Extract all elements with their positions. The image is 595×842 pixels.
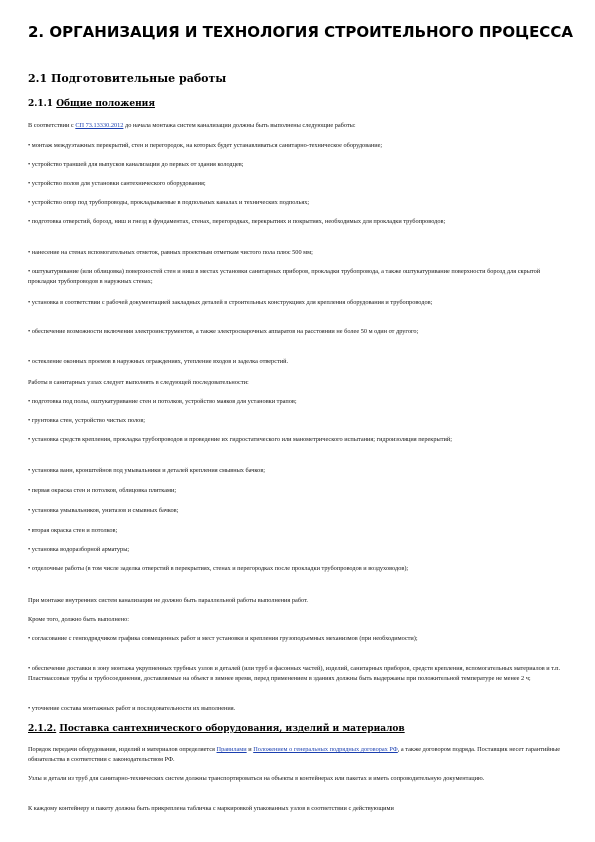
parallel-work-paragraph: При монтаже внутренних систем канализации не должно быть параллельной работы выполнения работ. xyxy=(28,597,308,604)
list-item: • установка ванн, кронштейнов под умывальники и деталей крепления смывных бачков; xyxy=(28,467,266,474)
list-item: • устройство траншей для выпусков канализации до первых от здания колодцев; xyxy=(28,161,244,168)
list-item: • уточнение состава монтажных работ и последовательности их выполнения. xyxy=(28,705,236,712)
sequence-paragraph: Работы в санитарных узлах следует выполнять в следующей последовательности: xyxy=(28,379,249,386)
list-item: • нанесение на стенах вспомогательных отметок, равных проектным отметкам чистого пола плюс 500 мм; xyxy=(28,249,313,256)
list-item: • обеспечение доставки в зону монтажа укрупненных трубных узлов и деталей (или труб и фасонных частей), изделий, санитарных приборов, средств крепления, вспомогательных материалов и т.п. Пластмассовые трубы и трубосоединения, доставляемые на объект в зимнее время, перед применением в зданиях должны быть выдержаны при положительной температуре не менее 2 ч; xyxy=(28,665,561,682)
list-item: • устройство опор под трубопроводы, прокладываемые в подпольных каналах и технических подпольях; xyxy=(28,199,310,206)
intro-paragraph xyxy=(28,121,568,131)
heading-number: 2.1.2. xyxy=(28,724,57,734)
list-item: • вторая окраска стен и потолков; xyxy=(28,527,118,534)
intro-text-before: В соответствии с xyxy=(28,122,76,129)
list-item: • установка умывальников, унитазов и смывных бачков; xyxy=(28,507,179,514)
subsection-heading-supply xyxy=(28,723,573,735)
heading-number: 2.1.1 xyxy=(28,99,54,109)
list-item: • установка в соответствии с рабочей документацией закладных деталей в строительных конструкциях для крепления оборудования и трубопроводов; xyxy=(28,299,433,306)
order-paragraph xyxy=(28,745,568,764)
heading-text: Общие положения xyxy=(56,99,155,109)
section-title: 2. ОРГАНИЗАЦИЯ И ТЕХНОЛОГИЯ СТРОИТЕЛЬНОГО ПРОЦЕССА xyxy=(28,23,573,41)
order-text-after: , а также договором подряда. Поставщик несет гарантийные обязательства в соответствии с законодательством РФ. xyxy=(28,746,561,763)
order-text-before: Порядок передачи оборудования, изделий и материалов определяется xyxy=(28,746,217,753)
list-item: • установка средств крепления, прокладка трубопроводов и проведение их гидростатического или манометрического испытания; гидроизоляция перекрытий; xyxy=(28,436,452,443)
subsection-title: 2.1 Подготовительные работы xyxy=(28,72,227,85)
heading-text: Поставка сантехнического оборудования, изделий и материалов xyxy=(59,724,405,734)
label-paragraph: К каждому контейнеру и пакету должна быть прикреплена табличка с маркировкой упакованных узлов в соответствии с действующими xyxy=(28,805,394,812)
rules-link[interactable]: Правилами xyxy=(216,746,247,753)
subsection-heading-general xyxy=(28,98,573,110)
intro-text-after: до начала монтажа систем канализации должны быть выполнены следующие работы: xyxy=(123,122,356,129)
list-item: • монтаж междуэтажных перекрытий, стен и перегородок, на которых будет устанавливаться санитарно-техническое оборудование; xyxy=(28,142,383,149)
list-item: • подготовка под полы, оштукатуривание стен и потолков, устройство маяков для установки трапов; xyxy=(28,398,297,405)
list-item: • грунтовка стен, устройство чистых полов; xyxy=(28,417,146,424)
list-item: • обеспечение возможности включения электроинструментов, а также электросварочных аппаратов на расстоянии не более 50 м один от другого; xyxy=(28,328,419,335)
list-item: • установка водоразборной арматуры; xyxy=(28,546,130,553)
list-item: • согласование с генподрядчиком графика совмещенных работ и мест установки и крепления грузоподъемных механизмов (при необходимости); xyxy=(28,635,418,642)
list-item: • подготовка отверстий, борозд, ниш и гнезд в фундаментах, стенах, перегородках, перекрытиях и покрытиях, необходимых для прокладки трубопроводов; xyxy=(28,218,446,225)
contract-regulation-link[interactable]: Положением о генеральных подрядных договорах РФ xyxy=(253,746,398,753)
units-paragraph: Узлы и детали из труб для санитарно-технических систем должны транспортироваться на объекты в контейнерах или пакетах и иметь сопроводительную документацию. xyxy=(28,775,485,782)
also-paragraph: Кроме того, должно быть выполнено: xyxy=(28,616,129,623)
list-item: • отделочные работы (в том числе заделка отверстий в перекрытиях, стенах и перегородках после прокладки трубопроводов и воздуховодов); xyxy=(28,565,409,572)
order-text-mid: и xyxy=(246,746,254,753)
list-item: • первая окраска стен и потолков, облицовка плитками; xyxy=(28,487,177,494)
sp-73-link[interactable]: СП 73.13330.2012 xyxy=(75,122,124,129)
list-item: • оштукатуривание (или облицовка) поверхностей стен и ниш в местах установки санитарных приборов, прокладки трубопровода, а также оштукатуривание поверхности борозд для скрытой прокладки трубопроводов в наружных стенах; xyxy=(28,268,541,285)
list-item: • устройство полов для установки сантехнического оборудования; xyxy=(28,180,206,187)
list-item: • остекление оконных проемов в наружных ограждениях, утепление входов и заделка отверстий. xyxy=(28,358,289,365)
